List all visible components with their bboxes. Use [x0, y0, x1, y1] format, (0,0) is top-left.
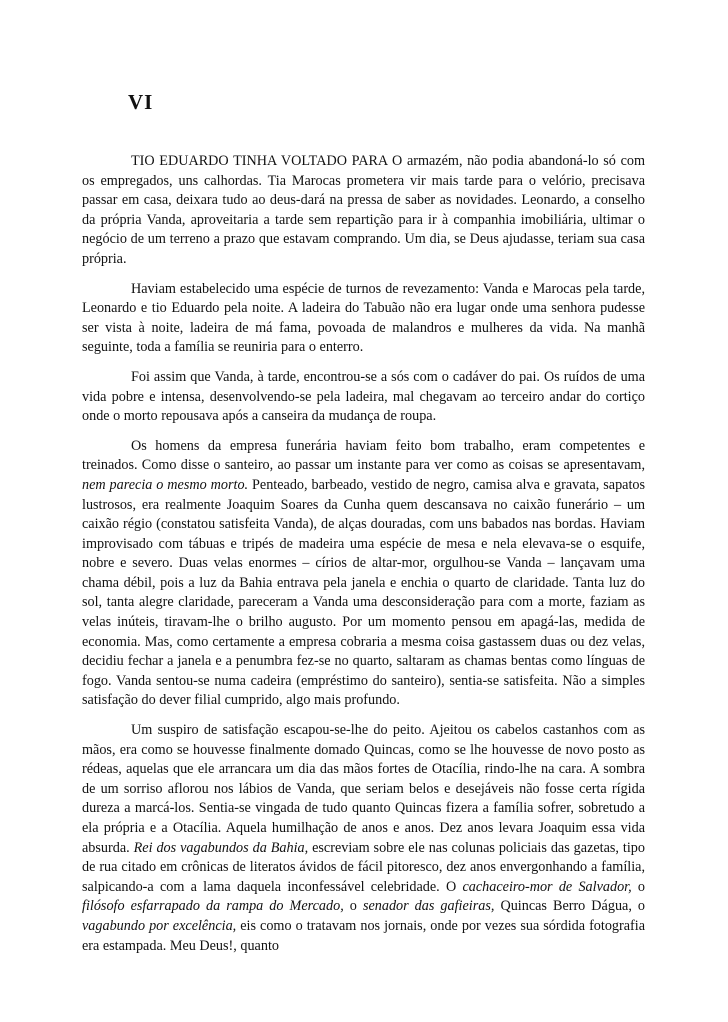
- italic-text: filósofo esfarrapado da rampa do Mercado,: [82, 898, 344, 915]
- text-run: Quincas Berro Dágua, o: [494, 898, 646, 915]
- chapter-heading: VI: [128, 90, 154, 114]
- text-run: Foi assim que Vanda, à tarde, encontrou-se a sós com o cadáver do pai. Os ruídos de uma vida pobre e intensa, desenvolvendo-se pela ladeira, mal chegavam ao terceiro andar do cortiço onde o morto repousava após a canseira da mudança de roupa.: [82, 368, 645, 425]
- italic-text: nem parecia o mesmo morto.: [82, 476, 249, 493]
- text-run: Um suspiro de satisfação escapou-se-lhe do peito. Ajeitou os cabelos castanhos com as mãos, era como se houvesse finalmente domado Quincas, como se lhe houvesse de novo posto as rédeas, aquelas que ele arrancara um dia das mãos fortes de Otacília, rindo-lhe na cara. A sombra de um sorriso aflorou nos lábios de Vanda, que seriam belos e desejáveis não fosse certa rígida dureza a marcá-los. Sentia-se vingada de tudo quanto Quincas fizera a família sofrer, sobretudo a ela própria e a Otacília. Aquela humilhação de anos e anos. Dez anos levara Joaquim essa vida absurda.: [82, 722, 645, 856]
- paragraph: [82, 152, 645, 270]
- text-run: o: [343, 898, 363, 915]
- italic-text: vagabundo por excelência,: [82, 917, 237, 934]
- paragraph: [82, 721, 645, 956]
- italic-text: senador das gafieiras,: [362, 898, 495, 915]
- text-run: Penteado, barbeado, vestido de negro, camisa alva e gravata, sapatos lustrosos, era realmente Joaquim Soares da Cunha quem descansava no caixão funerário – um caixão régio (constatou satisfeita Vanda), de alças douradas, com uns babados nas bordas. Haviam improvisado com tábuas e tripés de madeira uma espécie de mesa e nela elevava-se o esquife, nobre e severo. Duas velas enormes – círios de altar-mor, orgulhou-se Vanda – lançavam uma chama débil, pois a luz da Bahia entrava pela janela e enchia o quarto de claridade. Tanta luz do sol, tanta alegre claridade, pareceram a Vanda uma desconsideração para com a morte, faziam as velas inúteis, tiravam-lhe o brilho augusto. Por um momento pensou em apagá-las, medida de economia. Mas, como certamente a empresa cobraria a mesma coisa gastassem duas ou dez velas, decidiu fechar a janela e a penumbra fez-se no quarto, saltaram as chamas bentas como línguas de fogo. Vanda sentou-se numa cadeira (empréstimo do santeiro), sentia-se satisfeita. Não a simples satisfação do dever filial cumprido, algo mais profundo.: [82, 476, 646, 709]
- text-run: escreviam sobre ele nas colunas policiais das gazetas, tipo de rua citado em crônicas de literatos ávidos de fácil pitoresco, dez anos envergonhando a família, salpicando-a com a lama daquela inconfessável celebridade. O: [82, 839, 645, 895]
- text-run: TIO EDUARDO TINHA VOLTADO PARA O armazém, não podia abandoná-lo só com os empregados, uns calhordas. Tia Marocas prometera vir mais tarde para o velório, precisava passar em casa, deixara tudo ao deus-dará na pressa de saber as novidades. Leonardo, a conselho da própria Vanda, aproveitaria a tarde sem repartição para ir à companhia imobiliária, ultimar o negócio de um terreno a prazo que estavam comprando. Um dia, se Deus ajudasse, teriam sua casa própria.: [82, 153, 645, 267]
- text-run: Haviam estabelecido uma espécie de turnos de revezamento: Vanda e Marocas pela tarde, Leonardo e tio Eduardo pela noite. A ladeira do Tabuão não era lugar onde uma senhora pudesse ser vista à noite, ladeira de má fama, povoada de malandros e mulheres da vida. Na manhã seguinte, toda a família se reuniria para o enterro.: [82, 280, 645, 356]
- paragraph: [82, 368, 645, 427]
- document-page: [82, 90, 645, 966]
- text-run: eis como o tratavam nos jornais, onde por vezes sua sórdida fotografia era estampada. Meu Deus!, quanto: [82, 917, 646, 954]
- italic-text: cachaceiro-mor de Salvador,: [462, 878, 632, 895]
- italic-text: Rei dos vagabundos da Bahia,: [133, 839, 309, 856]
- text-run: o: [631, 878, 646, 895]
- paragraph: [82, 280, 645, 358]
- paragraph: [82, 437, 645, 711]
- text-run: Os homens da empresa funerária haviam feito bom trabalho, eram competentes e treinados. Como disse o santeiro, ao passar um instante para ver como as coisas se apresentavam,: [82, 437, 645, 474]
- body-text: [82, 152, 645, 956]
